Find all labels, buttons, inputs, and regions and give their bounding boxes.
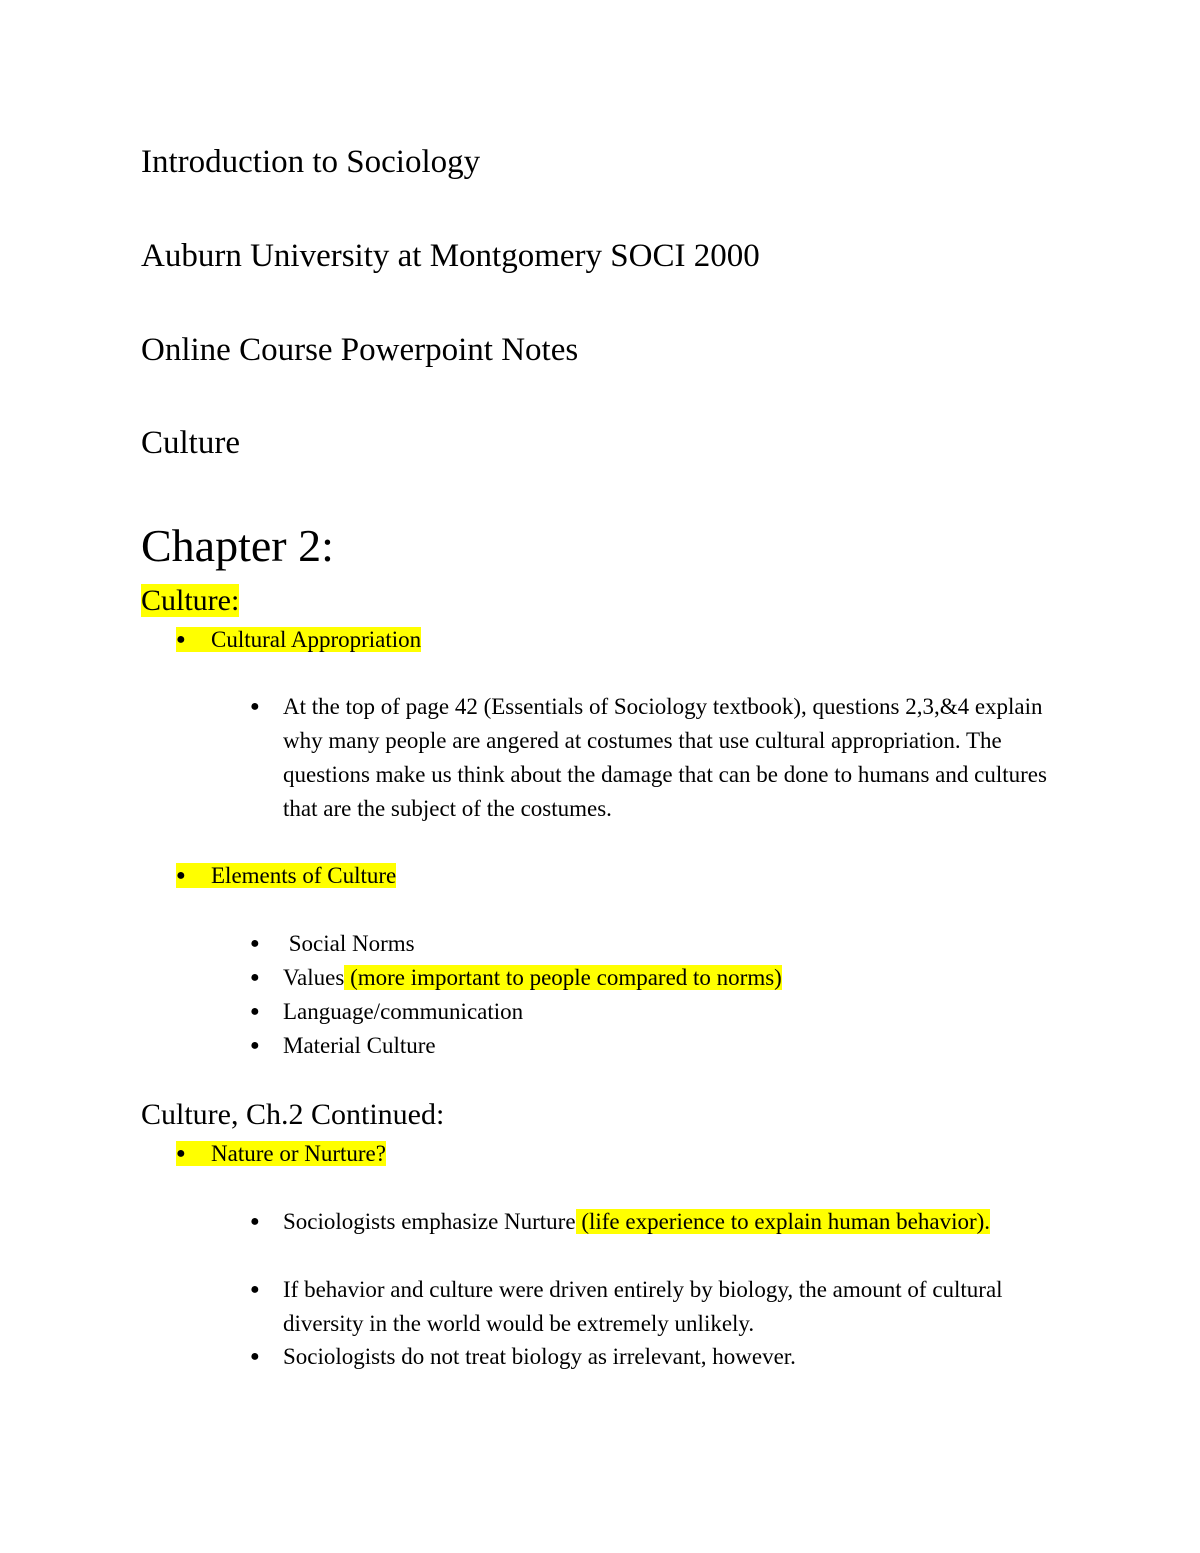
list-item-text: Language/communication — [283, 999, 524, 1024]
bullet-icon: ● — [250, 1348, 260, 1365]
bullet-icon: ● — [250, 698, 260, 715]
course-title: Introduction to Sociology — [141, 144, 481, 180]
bullet-icon: ● — [176, 867, 186, 884]
topic-elements-of-culture — [176, 860, 396, 892]
list-item — [250, 927, 1050, 961]
list-item — [250, 995, 1050, 1029]
bullet-icon: ● — [250, 1213, 260, 1230]
topic-nature-or-nurture — [176, 1138, 386, 1170]
bullet-icon: ● — [250, 969, 260, 986]
topic-label: Elements of Culture — [211, 863, 397, 888]
bullet-icon: ● — [250, 1281, 260, 1298]
bullet-icon: ● — [250, 935, 260, 952]
nurture-note: (life experience to explain human behavior). — [575, 1209, 991, 1234]
list-item-text: Social Norms — [283, 931, 415, 956]
list-item — [250, 1029, 1050, 1063]
university-line: Auburn University at Montgomery SOCI 2000 — [141, 238, 760, 274]
list-item — [250, 690, 1050, 826]
section-heading-continued: Culture, Ch.2 Continued: — [141, 1098, 445, 1131]
bullet-icon: ● — [176, 1145, 186, 1162]
values-note: (more important to people compared to norms) — [344, 965, 782, 990]
topic-title: Culture — [141, 425, 240, 461]
section-heading-culture — [141, 583, 239, 619]
list-item-text: At the top of page 42 (Essentials of Sociology textbook), questions 2,3,&4 explain why many people are angered at costumes that use cultural appropriation. The questions make us think about the damage that can be done to humans and cultures that are the subject of the costumes. — [283, 694, 1047, 821]
list-item — [250, 1205, 1050, 1239]
section-title-text: Culture: — [141, 584, 240, 617]
list-item-text: Sociologists do not treat biology as irrelevant, however. — [283, 1344, 796, 1369]
list-item — [250, 1340, 1050, 1374]
bullet-icon: ● — [250, 1037, 260, 1054]
topic-label: Cultural Appropriation — [211, 627, 422, 652]
list-item-text: If behavior and culture were driven entirely by biology, the amount of cultural diversity in the world would be extremely unlikely. — [283, 1277, 1003, 1336]
list-item-text: Material Culture — [283, 1033, 436, 1058]
list-item-text: Values — [283, 965, 345, 990]
list-item — [250, 1273, 1050, 1341]
list-item — [250, 961, 1050, 995]
topic-label: Nature or Nurture? — [211, 1141, 386, 1166]
topic-cultural-appropriation — [176, 624, 421, 656]
bullet-icon: ● — [176, 631, 186, 648]
list-item-text: Sociologists emphasize Nurture — [283, 1209, 576, 1234]
notes-title: Online Course Powerpoint Notes — [141, 332, 579, 368]
chapter-heading: Chapter 2: — [141, 520, 334, 571]
bullet-icon: ● — [250, 1003, 260, 1020]
